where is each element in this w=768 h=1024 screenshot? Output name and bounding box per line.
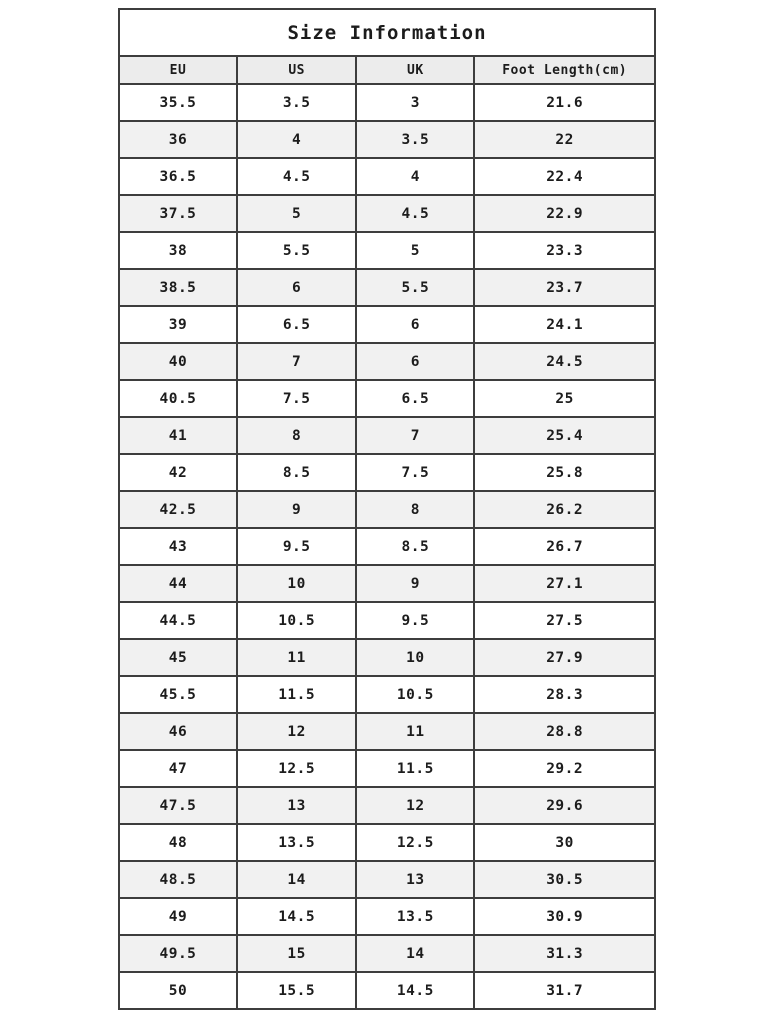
size-cell-foot-length: 30.5 bbox=[474, 861, 655, 898]
table-row bbox=[119, 417, 655, 454]
size-cell-eu: 36 bbox=[119, 121, 237, 158]
size-cell-us: 9 bbox=[237, 491, 357, 528]
column-header-eu: EU bbox=[119, 56, 237, 84]
size-cell-us: 6 bbox=[237, 269, 357, 306]
size-cell-uk: 14 bbox=[356, 935, 474, 972]
size-table-body bbox=[119, 84, 655, 1009]
size-cell-foot-length: 25.4 bbox=[474, 417, 655, 454]
size-cell-foot-length: 22 bbox=[474, 121, 655, 158]
table-row bbox=[119, 639, 655, 676]
size-cell-uk: 7.5 bbox=[356, 454, 474, 491]
size-cell-us: 11 bbox=[237, 639, 357, 676]
size-cell-us: 3.5 bbox=[237, 84, 357, 121]
size-cell-us: 8 bbox=[237, 417, 357, 454]
table-row bbox=[119, 454, 655, 491]
size-cell-us: 4.5 bbox=[237, 158, 357, 195]
size-cell-foot-length: 25.8 bbox=[474, 454, 655, 491]
size-cell-us: 15.5 bbox=[237, 972, 357, 1009]
size-cell-uk: 6 bbox=[356, 306, 474, 343]
size-cell-eu: 45.5 bbox=[119, 676, 237, 713]
size-cell-eu: 50 bbox=[119, 972, 237, 1009]
size-cell-uk: 6.5 bbox=[356, 380, 474, 417]
size-cell-us: 7 bbox=[237, 343, 357, 380]
size-cell-uk: 12 bbox=[356, 787, 474, 824]
size-cell-us: 5 bbox=[237, 195, 357, 232]
size-cell-foot-length: 24.5 bbox=[474, 343, 655, 380]
size-cell-eu: 43 bbox=[119, 528, 237, 565]
table-row bbox=[119, 602, 655, 639]
size-cell-uk: 3 bbox=[356, 84, 474, 121]
size-cell-eu: 45 bbox=[119, 639, 237, 676]
size-cell-uk: 8 bbox=[356, 491, 474, 528]
table-row bbox=[119, 676, 655, 713]
size-cell-us: 15 bbox=[237, 935, 357, 972]
size-cell-us: 5.5 bbox=[237, 232, 357, 269]
size-cell-foot-length: 29.2 bbox=[474, 750, 655, 787]
size-cell-uk: 5.5 bbox=[356, 269, 474, 306]
size-cell-eu: 40.5 bbox=[119, 380, 237, 417]
size-cell-us: 10.5 bbox=[237, 602, 357, 639]
size-cell-us: 9.5 bbox=[237, 528, 357, 565]
size-cell-eu: 44.5 bbox=[119, 602, 237, 639]
size-cell-us: 13.5 bbox=[237, 824, 357, 861]
table-row bbox=[119, 121, 655, 158]
size-cell-uk: 10 bbox=[356, 639, 474, 676]
size-cell-us: 7.5 bbox=[237, 380, 357, 417]
size-cell-us: 12 bbox=[237, 713, 357, 750]
size-cell-foot-length: 22.9 bbox=[474, 195, 655, 232]
column-header-foot-length: Foot Length(cm) bbox=[474, 56, 655, 84]
size-cell-eu: 46 bbox=[119, 713, 237, 750]
table-row bbox=[119, 195, 655, 232]
size-cell-us: 14 bbox=[237, 861, 357, 898]
size-cell-uk: 9.5 bbox=[356, 602, 474, 639]
size-cell-eu: 48 bbox=[119, 824, 237, 861]
size-cell-eu: 49.5 bbox=[119, 935, 237, 972]
size-cell-foot-length: 28.8 bbox=[474, 713, 655, 750]
size-cell-uk: 11 bbox=[356, 713, 474, 750]
size-cell-uk: 5 bbox=[356, 232, 474, 269]
table-row bbox=[119, 972, 655, 1009]
size-cell-eu: 42.5 bbox=[119, 491, 237, 528]
size-cell-foot-length: 31.7 bbox=[474, 972, 655, 1009]
size-cell-foot-length: 23.7 bbox=[474, 269, 655, 306]
size-cell-foot-length: 30 bbox=[474, 824, 655, 861]
title-row bbox=[119, 9, 655, 56]
size-cell-eu: 39 bbox=[119, 306, 237, 343]
size-information-table bbox=[118, 8, 656, 1010]
size-cell-eu: 35.5 bbox=[119, 84, 237, 121]
size-cell-eu: 41 bbox=[119, 417, 237, 454]
size-cell-eu: 47 bbox=[119, 750, 237, 787]
table-row bbox=[119, 861, 655, 898]
size-cell-foot-length: 30.9 bbox=[474, 898, 655, 935]
size-cell-eu: 49 bbox=[119, 898, 237, 935]
table-row bbox=[119, 232, 655, 269]
size-cell-foot-length: 23.3 bbox=[474, 232, 655, 269]
table-row bbox=[119, 750, 655, 787]
size-cell-foot-length: 26.7 bbox=[474, 528, 655, 565]
size-cell-eu: 36.5 bbox=[119, 158, 237, 195]
table-row bbox=[119, 935, 655, 972]
size-cell-us: 14.5 bbox=[237, 898, 357, 935]
size-cell-eu: 38.5 bbox=[119, 269, 237, 306]
size-cell-foot-length: 24.1 bbox=[474, 306, 655, 343]
size-cell-us: 8.5 bbox=[237, 454, 357, 491]
size-cell-eu: 47.5 bbox=[119, 787, 237, 824]
size-cell-eu: 48.5 bbox=[119, 861, 237, 898]
size-cell-foot-length: 27.9 bbox=[474, 639, 655, 676]
size-cell-eu: 38 bbox=[119, 232, 237, 269]
size-cell-uk: 13.5 bbox=[356, 898, 474, 935]
size-cell-us: 11.5 bbox=[237, 676, 357, 713]
size-cell-foot-length: 22.4 bbox=[474, 158, 655, 195]
size-cell-uk: 11.5 bbox=[356, 750, 474, 787]
table-row bbox=[119, 491, 655, 528]
size-cell-foot-length: 31.3 bbox=[474, 935, 655, 972]
column-header-uk: UK bbox=[356, 56, 474, 84]
size-cell-us: 12.5 bbox=[237, 750, 357, 787]
size-cell-uk: 4.5 bbox=[356, 195, 474, 232]
size-cell-foot-length: 21.6 bbox=[474, 84, 655, 121]
size-cell-foot-length: 28.3 bbox=[474, 676, 655, 713]
size-cell-uk: 7 bbox=[356, 417, 474, 454]
table-title: Size Information bbox=[119, 9, 655, 56]
table-row bbox=[119, 824, 655, 861]
table-row bbox=[119, 380, 655, 417]
size-cell-uk: 6 bbox=[356, 343, 474, 380]
table-row bbox=[119, 565, 655, 602]
size-cell-uk: 4 bbox=[356, 158, 474, 195]
size-cell-uk: 14.5 bbox=[356, 972, 474, 1009]
header-row bbox=[119, 56, 655, 84]
size-cell-eu: 42 bbox=[119, 454, 237, 491]
column-header-us: US bbox=[237, 56, 357, 84]
size-cell-us: 10 bbox=[237, 565, 357, 602]
table-row bbox=[119, 269, 655, 306]
table-row bbox=[119, 84, 655, 121]
table-row bbox=[119, 898, 655, 935]
table-row bbox=[119, 787, 655, 824]
size-cell-eu: 37.5 bbox=[119, 195, 237, 232]
size-cell-foot-length: 27.1 bbox=[474, 565, 655, 602]
size-cell-uk: 8.5 bbox=[356, 528, 474, 565]
size-cell-foot-length: 25 bbox=[474, 380, 655, 417]
size-cell-foot-length: 29.6 bbox=[474, 787, 655, 824]
size-cell-foot-length: 27.5 bbox=[474, 602, 655, 639]
size-cell-us: 6.5 bbox=[237, 306, 357, 343]
size-cell-uk: 10.5 bbox=[356, 676, 474, 713]
table-row bbox=[119, 306, 655, 343]
size-cell-us: 13 bbox=[237, 787, 357, 824]
size-cell-eu: 40 bbox=[119, 343, 237, 380]
size-cell-us: 4 bbox=[237, 121, 357, 158]
table-row bbox=[119, 713, 655, 750]
size-cell-foot-length: 26.2 bbox=[474, 491, 655, 528]
size-cell-uk: 9 bbox=[356, 565, 474, 602]
size-cell-uk: 3.5 bbox=[356, 121, 474, 158]
table-row bbox=[119, 158, 655, 195]
size-cell-uk: 12.5 bbox=[356, 824, 474, 861]
size-cell-uk: 13 bbox=[356, 861, 474, 898]
size-cell-eu: 44 bbox=[119, 565, 237, 602]
table-row bbox=[119, 528, 655, 565]
table-row bbox=[119, 343, 655, 380]
